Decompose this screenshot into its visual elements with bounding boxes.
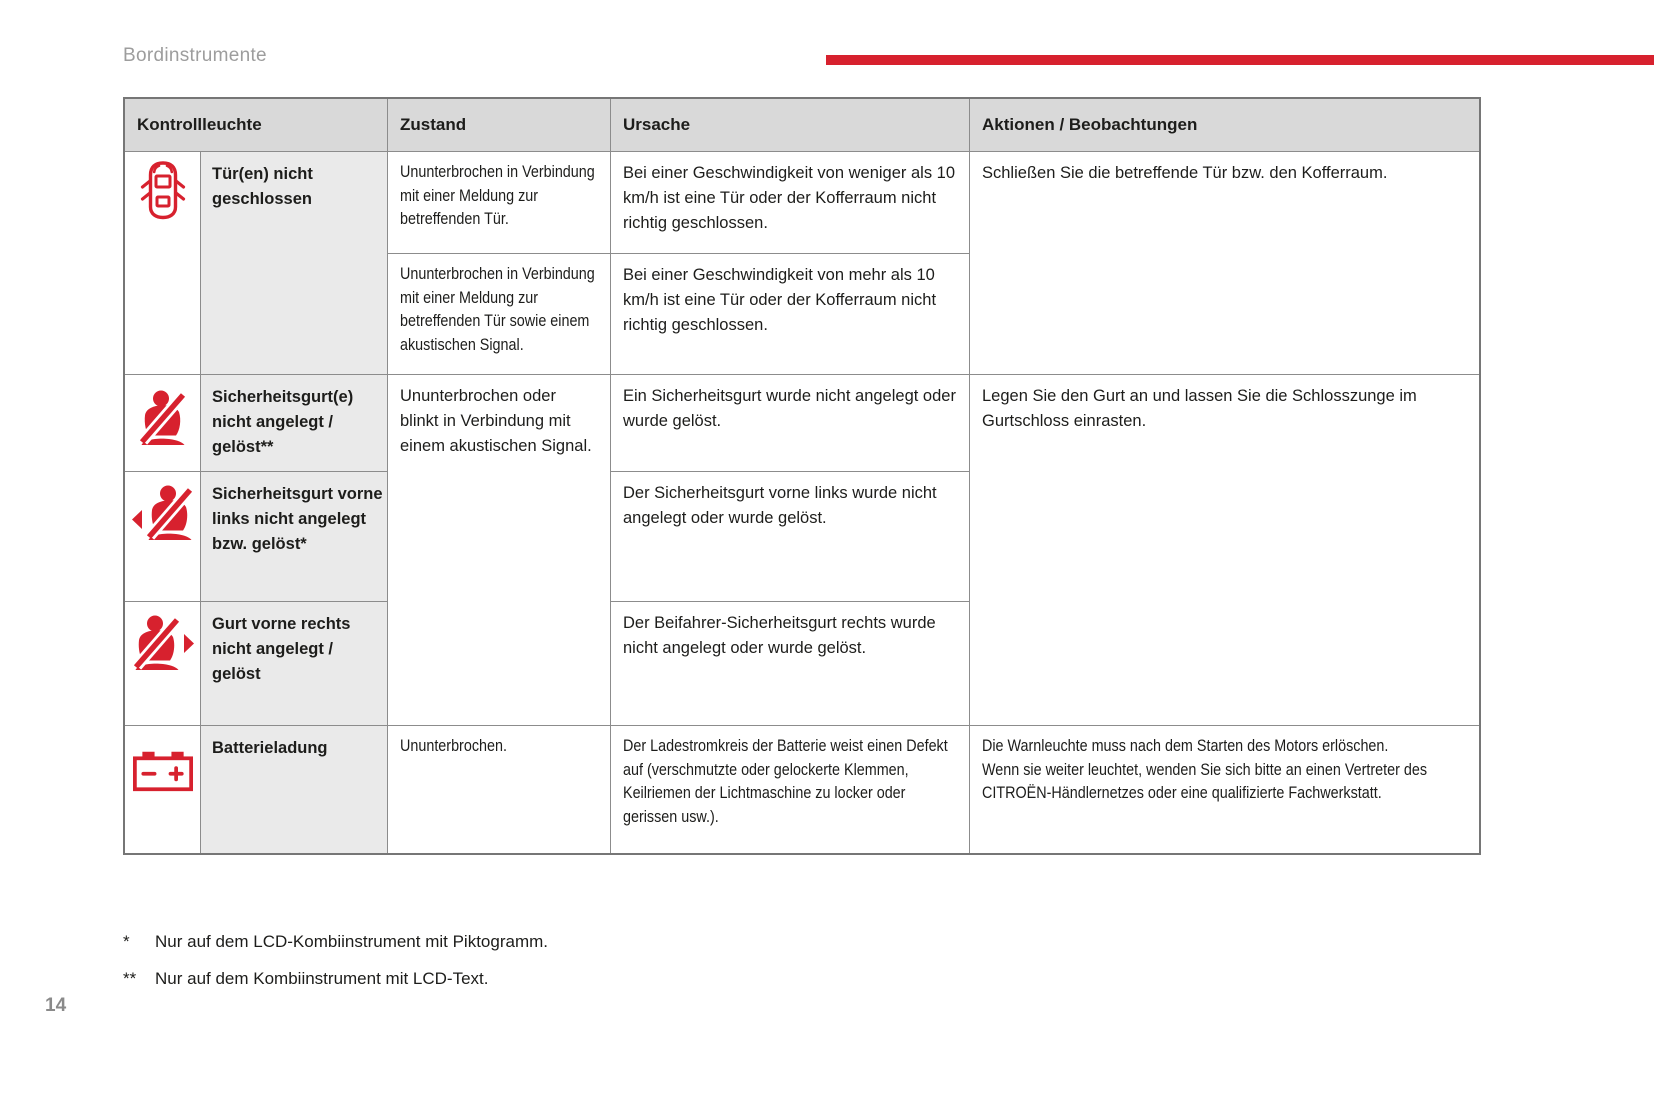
warning-label-seatbelt-front-right: Gurt vorne rechts nicht angelegt / gelöst [201,602,387,725]
battery-action-sentence: Wenn sie weiter leuchtet, wenden Sie sich bitte an einen Vertreter des CITROËN-Händlernetzes oder eine qualifizierte Fachwerkstatt. [982,760,1428,802]
table-cell-zustand: Ununterbrochen in Verbindung mit einer Meldung zur betreffenden Tür. [388,152,610,253]
warning-label-seatbelt-front-left: Sicherheitsgurt vorne links nicht angelegt bzw. gelöst* [201,472,387,601]
footnote-text: Nur auf dem Kombiinstrument mit LCD-Text. [155,969,489,988]
red-accent-bar [826,55,1654,65]
table-cell-icon [125,726,200,853]
table-cell-ursache: Der Beifahrer-Sicherheitsgurt rechts wurde nicht angelegt oder wurde gelöst. [611,602,969,725]
table-cell-aktionen: Schließen Sie die betreffende Tür bzw. den Kofferraum. [970,152,1479,374]
column-header-zustand: Zustand [388,99,610,151]
table-cell-zustand: Ununterbrochen oder blinkt in Verbindung mit einem akustischen Signal. [388,375,610,725]
table-cell-icon [125,375,200,471]
table-cell-aktionen [970,726,1479,853]
warning-lights-table [123,97,1481,855]
table-cell-icon [125,472,200,601]
table-cell-zustand: Ununterbrochen in Verbindung mit einer Meldung zur betreffenden Tür sowie einem akustischen Signal. [388,254,610,374]
column-header-ursache: Ursache [611,99,969,151]
battery-action-sentence: Die Warnleuchte muss nach dem Starten des Motors erlöschen. [982,737,1389,755]
table-cell-icon [125,152,200,374]
table-cell-icon [125,602,200,725]
table-cell-ursache: Bei einer Geschwindigkeit von mehr als 10 km/h ist eine Tür oder der Kofferraum nicht richtig geschlossen. [611,254,969,374]
footnote-double-asterisk [123,969,489,989]
footnote-marker: ** [123,969,137,988]
page-title: Bordinstrumente [123,45,267,66]
page-number: 14 [45,995,67,1016]
column-header-aktionen: Aktionen / Beobachtungen [970,99,1479,151]
table-cell-ursache: Der Sicherheitsgurt vorne links wurde nicht angelegt oder wurde gelöst. [611,472,969,601]
seatbelt-warning-icon [138,389,188,445]
table-cell-ursache: Bei einer Geschwindigkeit von weniger als 10 km/h ist eine Tür oder der Kofferraum nicht richtig geschlossen. [611,152,969,253]
seatbelt-front-left-warning-icon [132,484,194,540]
table-cell-ursache: Der Ladestromkreis der Batterie weist einen Defekt auf (verschmutzte oder gelockerte Klemmen, Keilriemen der Lichtmaschine zu locker oder gerissen usw.). [611,726,969,853]
warning-label-doors-open: Tür(en) nicht geschlossen [201,152,387,374]
table-cell-aktionen: Legen Sie den Gurt an und lassen Sie die Schlosszunge im Gurtschloss einrasten. [970,375,1479,725]
footnote-marker: * [123,932,130,951]
footnote-text: Nur auf dem LCD-Kombiinstrument mit Piktogramm. [155,932,549,951]
table-cell-ursache: Ein Sicherheitsgurt wurde nicht angelegt oder wurde gelöst. [611,375,969,471]
warning-label-battery-charge: Batterieladung [201,726,387,853]
door-open-warning-icon [140,159,186,221]
footnote-single-asterisk [123,932,548,952]
battery-charge-warning-icon [132,748,194,793]
column-header-kontrollleuchte: Kontrollleuchte [125,99,387,151]
warning-label-seatbelts: Sicherheitsgurt(e) nicht angelegt / gelöst** [201,375,387,471]
table-cell-zustand: Ununterbrochen. [388,726,610,853]
seatbelt-front-right-warning-icon [132,614,194,670]
